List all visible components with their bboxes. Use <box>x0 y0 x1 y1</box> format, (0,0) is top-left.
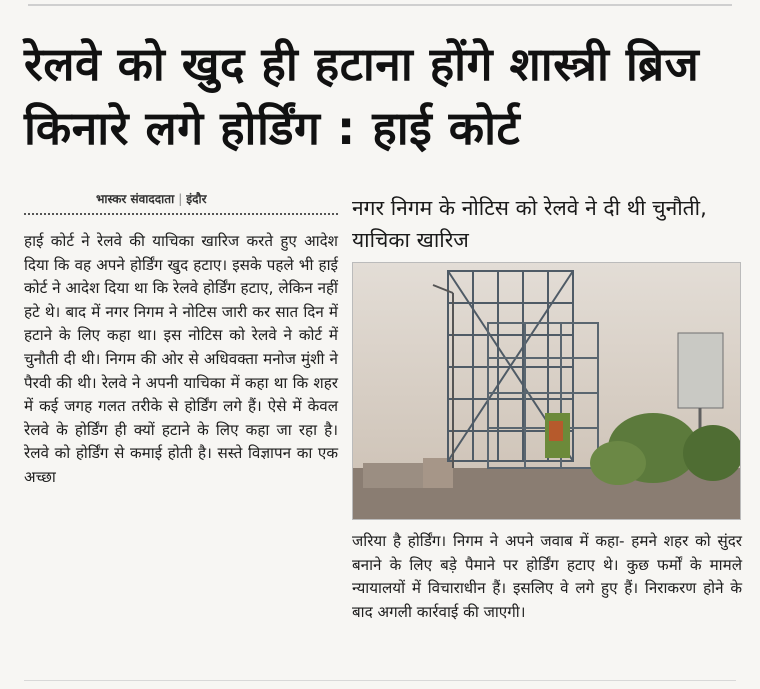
top-rule <box>28 4 732 6</box>
byline-reporter: भास्कर संवाददाता <box>96 192 175 206</box>
article-body-right-column: जरिया है होर्डिंग। निगम ने अपने जवाब में कहा- हमने शहर को सुंदर बनाने के लिए बड़े पैमाने पर होर्डिंग हटाए थे। कुछ फर्मों के मामले न्यायालयों में विचाराधीन हैं। इसलिए वे लगे हुए हैं। निराकरण होने के बाद अगली कार्रवाई की जाएगी। <box>352 532 742 621</box>
banner-figure <box>549 421 563 441</box>
byline-city: इंदौर <box>186 192 207 206</box>
subheadline: नगर निगम के नोटिस को रेलवे ने दी थी चुनौती, याचिका खारिज <box>352 196 707 252</box>
billboard-panel <box>678 333 723 408</box>
tree <box>590 441 646 485</box>
bottom-rule <box>24 680 736 681</box>
dotted-divider <box>24 213 338 215</box>
building <box>363 463 423 488</box>
building <box>423 458 453 488</box>
article-body-left-column: हाई कोर्ट ने रेलवे की याचिका खारिज करते हुए आदेश दिया कि वह अपने होर्डिंग खुद हटाए। इसके पहले भी हाई कोर्ट ने आदेश दिया था कि रेलवे होर्डिंग हटाए, लेकिन नहीं हटे थे। बाद में नगर निगम ने नोटिस जारी कर सात दिन में हटाने के लिए कहा था। इस नोटिस को रेलवे ने कोर्ट में चुनौती दी थी। निगम की ओर से अधिवक्ता मनोज मुंशी ने पैरवी की थी। रेलवे ने अपनी याचिका में कहा था कि शहर में कई जगह गलत तरीके से होर्डिंग लगे हैं। ऐसे में केवल रेलवे के होर्डिंग ही क्यों हटाने के लिए कहा जा रहा है। रेलवे को होर्डिंग से कमाई होती है। सस्ते विज्ञापन का एक अच्छा <box>24 232 338 486</box>
news-photo-hoarding-structure <box>352 262 741 520</box>
byline-separator: | <box>178 192 183 206</box>
headline: रेलवे को खुद ही हटाना होंगे शास्त्री ब्रिज किनारे लगे होर्डिंग : हाई कोर्ट <box>24 37 700 155</box>
byline <box>96 190 207 207</box>
photo-illustration <box>353 263 740 519</box>
